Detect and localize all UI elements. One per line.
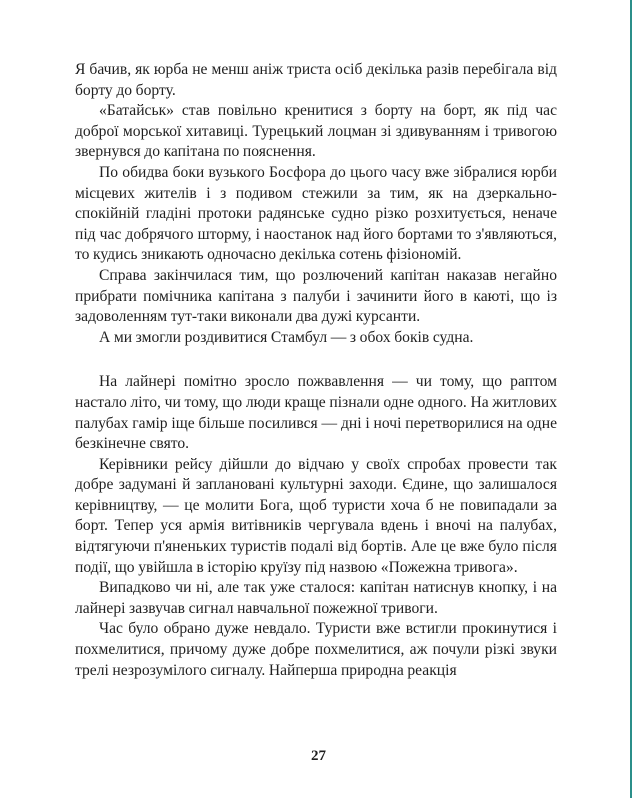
paragraph: Час було обрано дуже невдало. Туристи вже встигли прокинутися і похмелитися, причому дуже добре похмелитися, аж почули різкі звуки трелі незрозумілого сигналу. Найперша природна реакція xyxy=(75,620,557,679)
paragraph: А ми змогли роздивитися Стамбул — з обох боків судна. xyxy=(99,328,474,346)
paragraph: Справа закінчилася тим, що розлючений капітан наказав негайно прибрати помічника капітана з палуби і зачинити його в каюті, що із задоволенням тут-таки виконали два дужі курсанти. xyxy=(75,266,557,326)
section-break xyxy=(75,348,557,372)
paragraph: На лайнері помітно зросло пожвавлення — чи тому, що раптом настало літо, чи тому, що люди краще пізнали одне одного. На житлових палубах гамір іще більше посилився — дні і ночі перетворилися на одне безкінечне свято. xyxy=(75,373,557,453)
page-body xyxy=(75,60,557,681)
paragraph: «Батайськ» став повільно кренитися з борту на борт, як під час доброї морської хитавиці. Турецький лоцман зі здивуванням і тривогою звернувся до капітана по пояснення. xyxy=(75,102,557,161)
page-edge-rule xyxy=(630,0,632,798)
page-number: 27 xyxy=(311,748,326,764)
paragraph: Я бачив, як юрба не менш аніж триста осіб декілька разів перебігала від борту до борту. xyxy=(75,61,557,99)
paragraph: Керівники рейсу дійшли до відчаю у своїх спробах провести так добре задумані й заплановані культурні заходи. Єдине, що залишалося керівництву, — це молити Бога, щоб туристи хоча б не повипадали за борт. Тепер уся армія витівників чергувала вдень і вночі на палубах, відтягуючи п'яненьких туристів подалі від бортів. Але це вже було після події, що увійшла в історію круїзу під назвою «Пожежна тривога». xyxy=(75,455,557,576)
paragraph: По обидва боки вузького Босфора до цього часу вже зібралися юрби місцевих жителів і з подивом стежили за тим, як на дзеркально-спокійній гладіні протоки радянське судно різко розхитується, неначе під час добрячого шторму, і наостанок над його бортами то з'являються, то кудись зникають одночасно декілька сотень фізіономій. xyxy=(75,163,557,264)
paragraph: Випадково чи ні, але так уже сталося: капітан натиснув кнопку, і на лайнері зазвучав сигнал навчальної пожежної тривоги. xyxy=(75,579,557,617)
